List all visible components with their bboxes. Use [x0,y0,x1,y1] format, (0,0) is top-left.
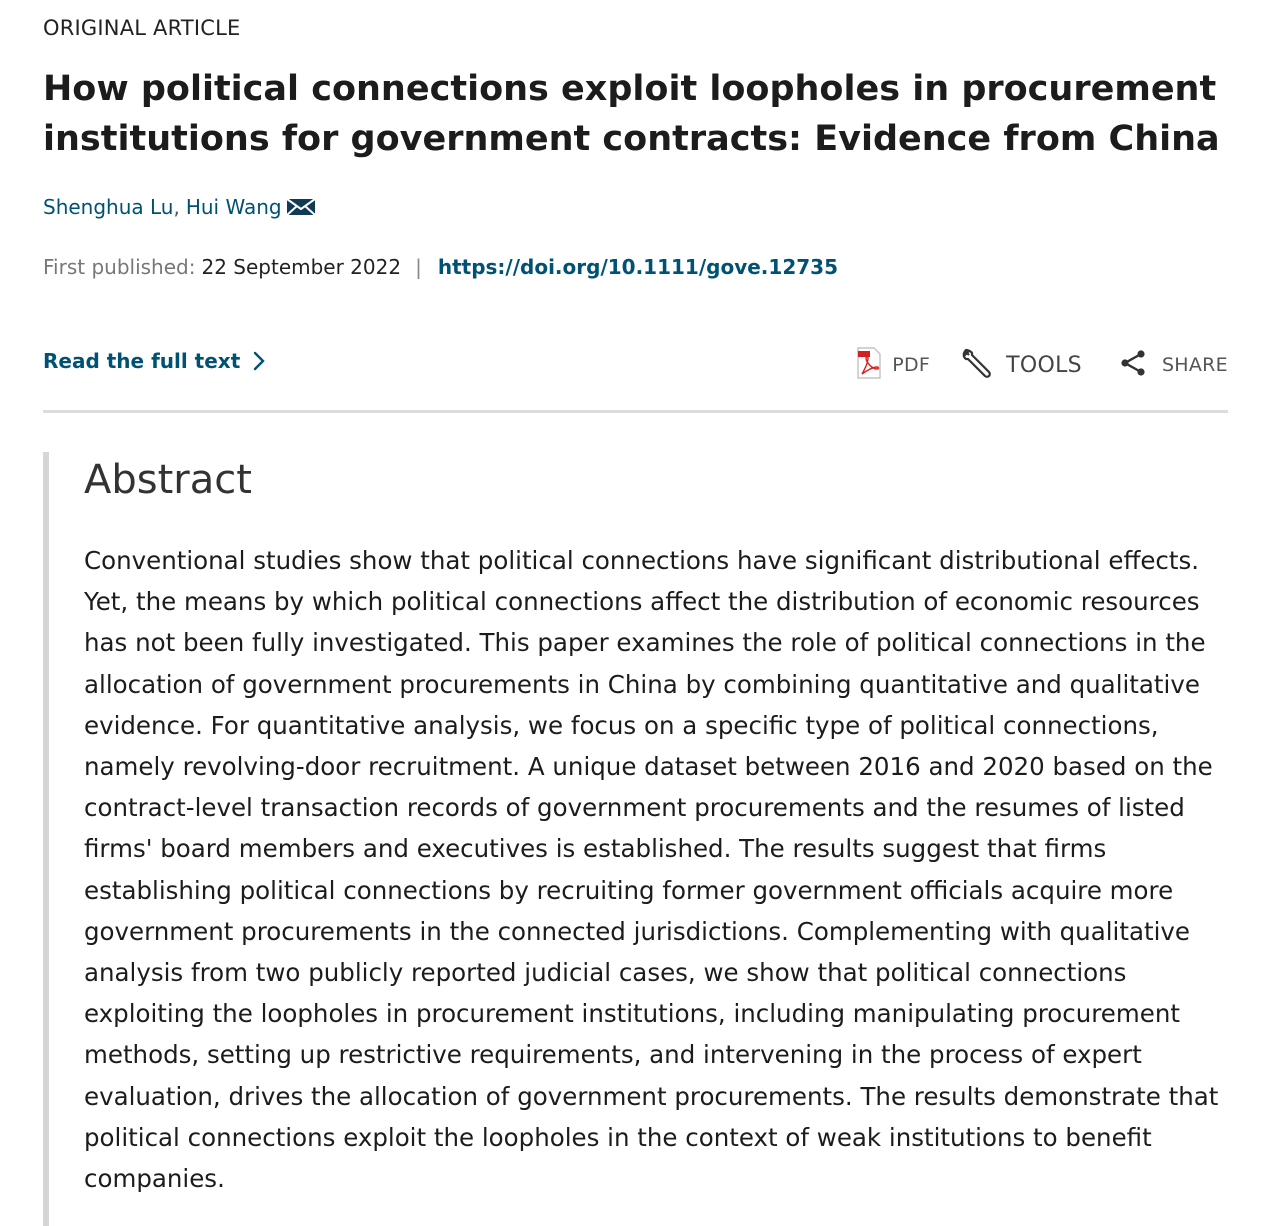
pdf-file-icon [856,347,882,383]
author-link-2[interactable]: Hui Wang [185,195,282,219]
wrench-icon [960,347,992,383]
envelope-icon[interactable] [286,197,316,217]
tools-button[interactable] [960,347,1082,383]
author-separator: , [173,195,180,219]
article-type-label: ORIGINAL ARTICLE [43,16,241,40]
abstract-text: Conventional studies show that political connections have significant distributional effects. Yet, the means by which political connections affect the distribution of economic resources has not been fully investigated. This paper examines the role of political connections in the allocation of government procurements in China by combining quantitative and qualitative evidence. For quantitative analysis, we focus on a specific type of political connections, namely revolving-door recruitment. A unique dataset between 2016 and 2020 based on the contract-level transaction records of government procurements and the resumes of listed firms' board members and executives is established. The results suggest that firms establishing political connections by recruiting former government officials acquire more government procurements in the connected jurisdictions. Complementing with qualitative analysis from two publicly reported judicial cases, we show that political connections exploiting the loopholes in procurement institutions, including manipulating procurement methods, setting up restrictive requirements, and intervening in the process of expert evaluation, drives the allocation of government procurements. The results demonstrate that political connections exploit the loopholes in the context of weak institutions to benefit companies. [84,546,1219,1194]
doi-link[interactable]: https://doi.org/10.1111/gove.12735 [437,255,838,279]
header-divider [43,410,1228,413]
author-list [43,195,316,219]
pdf-button[interactable] [856,347,930,383]
share-button[interactable] [1120,349,1228,381]
abstract-heading: Abstract [84,457,252,503]
first-published-label: First published: [43,255,196,279]
publication-info [43,255,838,279]
author-link-1[interactable]: Shenghua Lu [43,195,174,219]
read-full-text-link[interactable] [43,349,266,373]
pdf-label: PDF [892,354,931,376]
publication-separator: | [415,255,422,279]
abstract-section [43,452,1228,1226]
article-title: How political connections exploit loopholes in procurement institutions for government contracts: Evidence from China [43,69,1220,159]
publication-date: 22 September 2022 [201,255,402,279]
tools-label: TOOLS [1006,352,1082,378]
read-full-text-label: Read the full text [43,349,241,373]
share-label: SHARE [1161,354,1228,376]
chevron-right-icon [252,350,266,372]
article-actions [856,347,1228,383]
share-icon [1120,349,1146,381]
